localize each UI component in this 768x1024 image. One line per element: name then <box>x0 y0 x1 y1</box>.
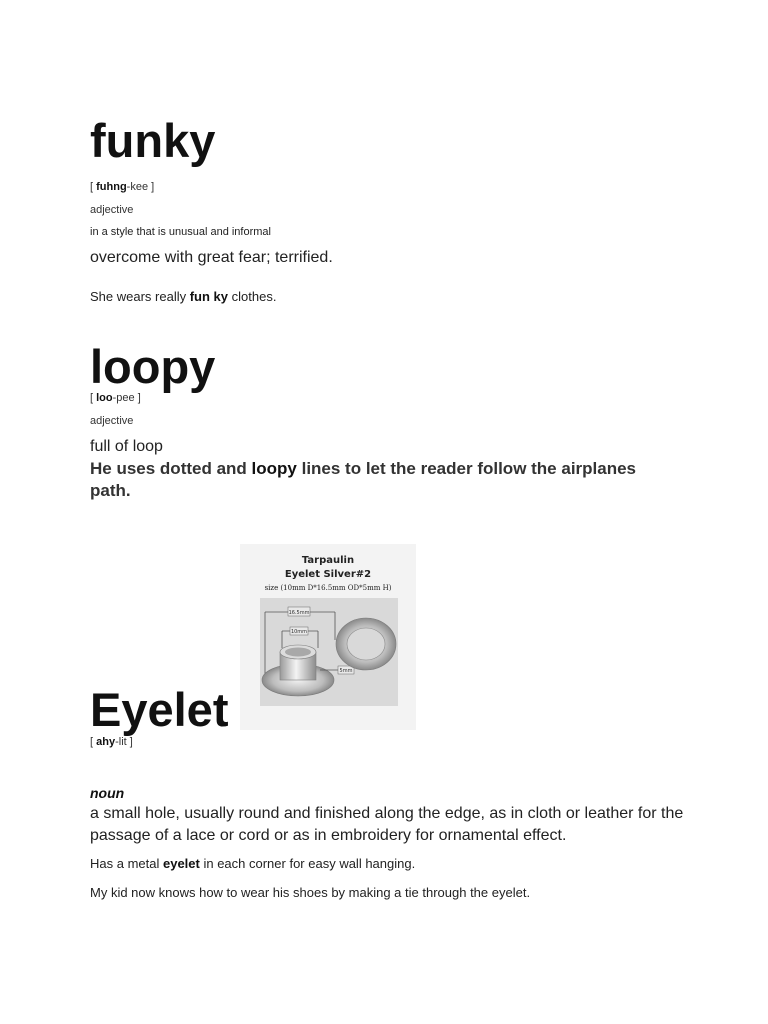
part-of-speech-loopy: adjective <box>90 415 134 427</box>
dim-height-label: 5mm <box>339 668 353 674</box>
example-text-post: in each corner for easy wall hanging. <box>199 856 416 871</box>
definition-small-funky: in a style that is unusual and informal <box>90 226 271 238</box>
example-eyelet-1 <box>90 856 415 871</box>
example-text-pre: He uses dotted and <box>90 459 252 478</box>
product-size-line: size (10mm D*16.5mm OD*5mm H) <box>264 584 392 592</box>
headword-funky: funky <box>90 114 216 167</box>
example-highlight: eyelet <box>162 856 200 871</box>
pronunciation-rest: -kee ] <box>126 181 155 193</box>
dim-outer-label: 16.5mm <box>288 610 310 616</box>
eyelet-illustration <box>260 598 398 706</box>
example-eyelet-2: My kid now knows how to wear his shoes by making a tie through the eyelet. <box>90 885 531 900</box>
example-highlight: loopy <box>251 459 297 478</box>
example-text-post: lines to let the reader follow the airplanes path. <box>90 459 637 500</box>
part-of-speech-eyelet: noun <box>90 785 125 801</box>
pronunciation-stress: ahy <box>96 736 116 748</box>
headword-loopy: loopy <box>90 340 216 393</box>
pronunciation-rest: -pee ] <box>112 392 141 404</box>
example-text-pre: She wears really <box>90 289 190 304</box>
example-text-pre: Has a metal <box>90 856 163 871</box>
pronunciation-eyelet <box>90 736 133 748</box>
example-text-post: clothes. <box>228 289 277 304</box>
dim-inner-label: 10mm <box>290 629 308 635</box>
pronunciation-open: [ <box>90 392 97 404</box>
example-loopy <box>90 458 670 502</box>
pronunciation-open: [ <box>90 181 97 193</box>
eyelet-photo <box>260 598 398 706</box>
definition-eyelet: a small hole, usually round and finished along the edge, as in cloth or leather for the passage of a lace or cord or as in embroidery for ornamental effect. <box>90 805 684 844</box>
definition-loopy: full of loop <box>90 438 163 455</box>
pronunciation-stress: loo <box>96 392 113 404</box>
pronunciation-funky <box>90 181 154 193</box>
product-title-line1: Tarpaulin <box>301 555 355 566</box>
pronunciation-stress: fuhng <box>96 181 127 193</box>
eyelet-product-image <box>240 544 416 730</box>
part-of-speech-funky: adjective <box>90 204 134 216</box>
pronunciation-rest: -lit ] <box>115 736 133 748</box>
headword-eyelet: Eyelet <box>90 683 229 736</box>
product-title-line2: Eyelet Silver#2 <box>284 569 372 580</box>
pronunciation-open: [ <box>90 736 97 748</box>
definition-funky: overcome with great fear; terrified. <box>90 249 333 266</box>
example-funky <box>90 289 276 304</box>
example-highlight: fun ky <box>189 289 229 304</box>
pronunciation-loopy <box>90 392 141 404</box>
